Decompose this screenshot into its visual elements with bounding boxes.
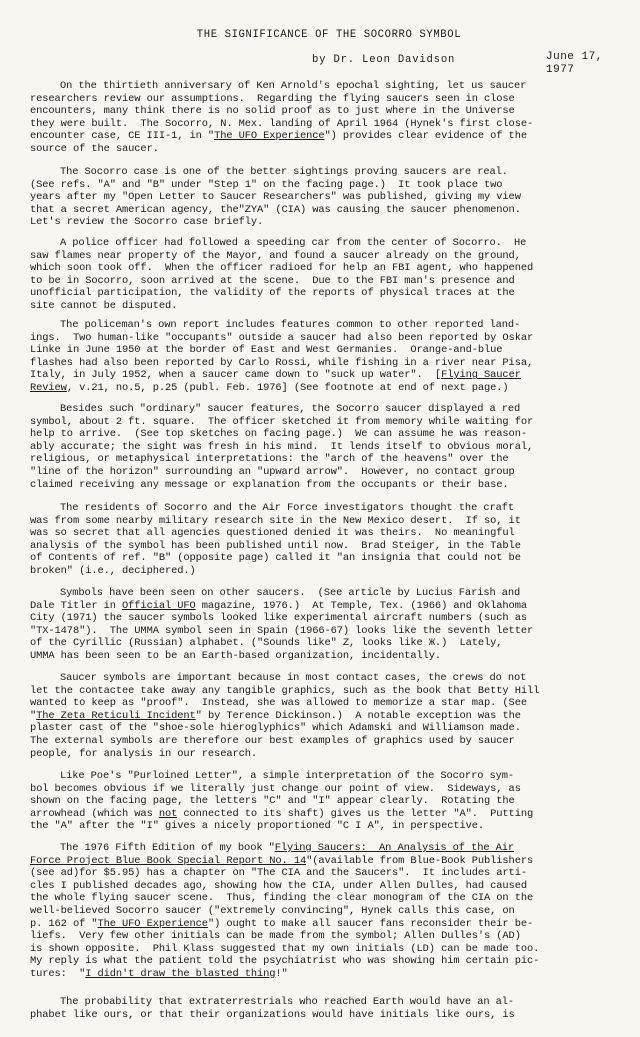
- text-run: Dale Titler in: [30, 599, 123, 612]
- book-title-reference: The Zeta Reticuli Incident: [36, 709, 196, 722]
- text-run: The 1976 Fifth Edition of my book ": [60, 842, 275, 854]
- text-line: religious, or metaphysical interpretations: the "arch of the heavens" over the: [30, 453, 509, 466]
- text-line: Besides such "ordinary" saucer features, the Socorro saucer displayed a red: [60, 403, 521, 415]
- text-line: help to arrive. (See top sketches on facing page.) We can assume he was reason-: [30, 428, 527, 441]
- publication-title-reference: Review: [30, 381, 67, 394]
- paragraph-6: [30, 502, 628, 578]
- text-run: encounter case, CE III-1, in ": [30, 130, 215, 143]
- text-line: encounters, many think there is no solid proof as to just where in the Universe: [30, 105, 515, 118]
- book-title-reference: Force Project Blue Book Special Report No. 14: [30, 854, 307, 867]
- text-line: years after my "Open Letter to Saucer Researchers" was published, giving my view: [30, 191, 521, 204]
- text-line: plaster cast of the "shoe-sole hieroglyphics" which Adamski and Williamson made.: [30, 722, 521, 735]
- text-line: flashes had also been reported by Carlo Rossi, while fishing in a river near Pisa,: [30, 356, 534, 369]
- text-run: arrowhead (which was: [30, 807, 159, 820]
- paragraph-11: [30, 996, 628, 1021]
- paragraph-3: [30, 237, 628, 313]
- text-line: City (1971) the saucer symbols looked like experimental aircraft numbers (such as: [30, 612, 527, 625]
- text-line: [30, 382, 628, 395]
- document-date: June 17, 1977: [546, 51, 603, 76]
- text-run: Italy, in July 1952, when a saucer came down to "suck up water". [: [30, 369, 442, 382]
- paragraph-9: [30, 770, 628, 833]
- text-run: " by Terence Dickinson.) A notable exception was the: [195, 709, 521, 722]
- text-line: source of the saucer.: [30, 142, 159, 155]
- text-line: [30, 130, 628, 143]
- text-line: cles I published decades ago, showing how the CIA, under Allen Dulles, had caused: [30, 879, 527, 892]
- text-line: [30, 808, 628, 821]
- emphasis: not: [158, 807, 178, 820]
- document-page: [30, 0, 628, 1037]
- text-line: A police officer had followed a speeding car from the center of Socorro. He: [60, 237, 527, 249]
- quoted-reply: I didn't draw the blasted thing: [85, 967, 276, 980]
- text-line: Let's review the Socorro case briefly.: [30, 216, 264, 229]
- text-line: is shown opposite. Phil Klass suggested that my own initials (LD) can be made too.: [30, 942, 540, 955]
- text-line: [30, 855, 628, 868]
- text-line: My reply is what the patient told the psychiatrist who was showing him certain pic-: [30, 955, 540, 968]
- text-line: The policeman's own report includes features common to other reported land-: [60, 319, 521, 331]
- text-line: that a secret American agency, the"ZYA" (CIA) was causing the saucer phenomenon.: [30, 203, 521, 216]
- text-line: site cannot be disputed.: [30, 299, 178, 312]
- text-line: [30, 600, 628, 613]
- text-line: unofficial participation, the validity of the reports of physical traces at the: [30, 287, 515, 300]
- text-line: (see ad)for $5.95) has a chapter on "The CIA and the Saucers". It includes arti-: [30, 867, 527, 880]
- book-title-reference: Flying Saucers: An Analysis of the Air: [274, 842, 515, 854]
- paragraph-5: [30, 403, 628, 491]
- text-line: let the contactee take away any tangible graphics, such as the book that Betty Hill: [30, 684, 540, 697]
- paragraph-4: [30, 319, 628, 395]
- text-line: they were built. The Socorro, N. Mex. landing of April 1964 (Hynek's first close-: [30, 117, 534, 130]
- text-line: Like Poe's "Purloined Letter", a simple interpretation of the Socorro sym-: [60, 770, 515, 782]
- text-line: wanted to keep as "proof". Instead, she was allowed to memorize a star map. (See: [30, 697, 527, 710]
- paragraph-7: [30, 587, 628, 663]
- text-line: [30, 842, 628, 855]
- text-line: shown on the facing page, the letters "C" and "I" appear clearly. Rotating the: [30, 795, 515, 808]
- text-line: [30, 369, 628, 382]
- text-line: was from some nearby military research site in the New Mexico desert. If so, it: [30, 514, 521, 527]
- text-line: [30, 710, 628, 723]
- text-line: [30, 968, 628, 981]
- text-line: phabet like ours, or that their organizations would have initials like ours, is: [30, 1008, 515, 1021]
- text-line: Saucer symbols are important because in most contact cases, the crews do not: [60, 672, 527, 684]
- text-line: On the thirtieth anniversary of Ken Arnold's epochal sighting, let us saucer: [60, 80, 527, 92]
- text-line: of Contents of ref. "B" (opposite page) called it "an insignia that could not be: [30, 552, 521, 565]
- text-line: the whole flying saucer scene. Thus, finding the clear monogram of the CIA on the: [30, 892, 534, 905]
- text-line: was so secret that all agencies questioned denied it was theirs. No meaningful: [30, 527, 515, 540]
- text-line: broken" (i.e., deciphered.): [30, 564, 196, 577]
- text-line: well-believed Socorro saucer ("extremely convincing", Hynek calls this case, on: [30, 904, 515, 917]
- paragraph-8: [30, 672, 628, 760]
- text-line: which soon took off. When the officer radioed for help an FBI agent, who happened: [30, 262, 534, 275]
- text-run: p. 162 of ": [30, 917, 98, 930]
- text-run: ") ought to make all saucer fans reconsider their be-: [207, 917, 534, 930]
- text-run: ": [30, 709, 37, 722]
- text-line: to be in Socorro, soon arrived at the scene. Due to the FBI man's presence and: [30, 274, 515, 287]
- author-byline: by Dr. Leon Davidson: [312, 54, 456, 66]
- page-title: THE SIGNIFICANCE OF THE SOCORRO SYMBOL: [196, 29, 462, 41]
- paragraph-10: [30, 842, 628, 981]
- book-title-reference: The UFO Experience: [214, 130, 325, 143]
- text-line: "line of the horizon" surrounding an "upward arrow". However, no contact group: [30, 465, 515, 478]
- text-run: magazine, 1976.) At Temple, Tex. (1966) and Oklahoma: [195, 599, 527, 612]
- text-line: The external symbols are therefore our best examples of graphics used by saucer: [30, 734, 515, 747]
- paragraph-1: [30, 80, 628, 156]
- text-line: claimed receiving any message or explanation from the occupants or their base.: [30, 478, 509, 491]
- text-line: The Socorro case is one of the better sightings proving saucers are real.: [60, 166, 508, 178]
- text-line: (See refs. "A" and "B" under "Step 1" on the facing page.) It took place two: [30, 178, 503, 191]
- text-line: researchers review our assumptions. Regarding the flying saucers seen in close: [30, 92, 515, 105]
- publication-title-reference: Flying Saucer: [441, 369, 521, 382]
- magazine-title-reference: Official UFO: [122, 599, 196, 612]
- text-line: ably accurate; the sight was fresh in his mind. It lends itself to obvious moral,: [30, 440, 534, 453]
- text-line: ings. Two human-like "occupants" outside a saucer had also been reported by Oskar: [30, 331, 534, 344]
- text-line: Linke in June 1950 at the border of East and West Germanies. Orange-and-blue: [30, 344, 503, 357]
- text-line: liefs. Very few other initials can be made from the symbol; Allen Dulles's (AD): [30, 930, 521, 943]
- text-run: , v.21, no.5, p.25 (publ. Feb. 1976] (See footnote at end of next page.): [66, 381, 509, 394]
- book-title-reference: The UFO Experience: [97, 917, 208, 930]
- text-line: The probability that extraterrestrials who reached Earth would have an al-: [60, 996, 515, 1008]
- text-run: tures: ": [30, 967, 86, 980]
- text-line: the "A" after the "I" gives a nicely proportioned "C I A", in perspective.: [30, 820, 485, 833]
- text-run: ") provides clear evidence of the: [324, 130, 527, 143]
- paragraph-2: [30, 166, 628, 229]
- text-line: analysis of the symbol has been published until now. Brad Steiger, in the Table: [30, 539, 521, 552]
- text-run: "(available from Blue-Book Publishers: [306, 854, 534, 867]
- text-line: Symbols have been seen on other saucers. (See article by Lucius Farish and: [60, 587, 521, 599]
- text-line: bol becomes obvious if we literally just change our point of view. Sideways, as: [30, 782, 521, 795]
- text-line: "TX-1478"). The UMMA symbol seen in Spain (1966-67) looks like the seventh letter: [30, 624, 534, 637]
- text-run: !": [275, 967, 288, 980]
- text-line: people, for analysis in our research.: [30, 747, 258, 760]
- text-run: connected to its shaft) gives us the letter "A". Putting: [177, 807, 534, 820]
- text-line: [30, 918, 628, 931]
- text-line: The residents of Socorro and the Air Force investigators thought the craft: [60, 502, 515, 514]
- text-line: UMMA has been seen to be an Earth-based organization, incidentally.: [30, 649, 442, 662]
- text-line: of the Cyrillic (Russian) alphabet. ("Sounds like" Z, looks like Ж.) Lately,: [30, 637, 503, 650]
- text-line: saw flames near property of the Mayor, and found a saucer already on the ground,: [30, 249, 521, 262]
- text-line: symbol, about 2 ft. square. The officer sketched it from memory while waiting for: [30, 415, 534, 428]
